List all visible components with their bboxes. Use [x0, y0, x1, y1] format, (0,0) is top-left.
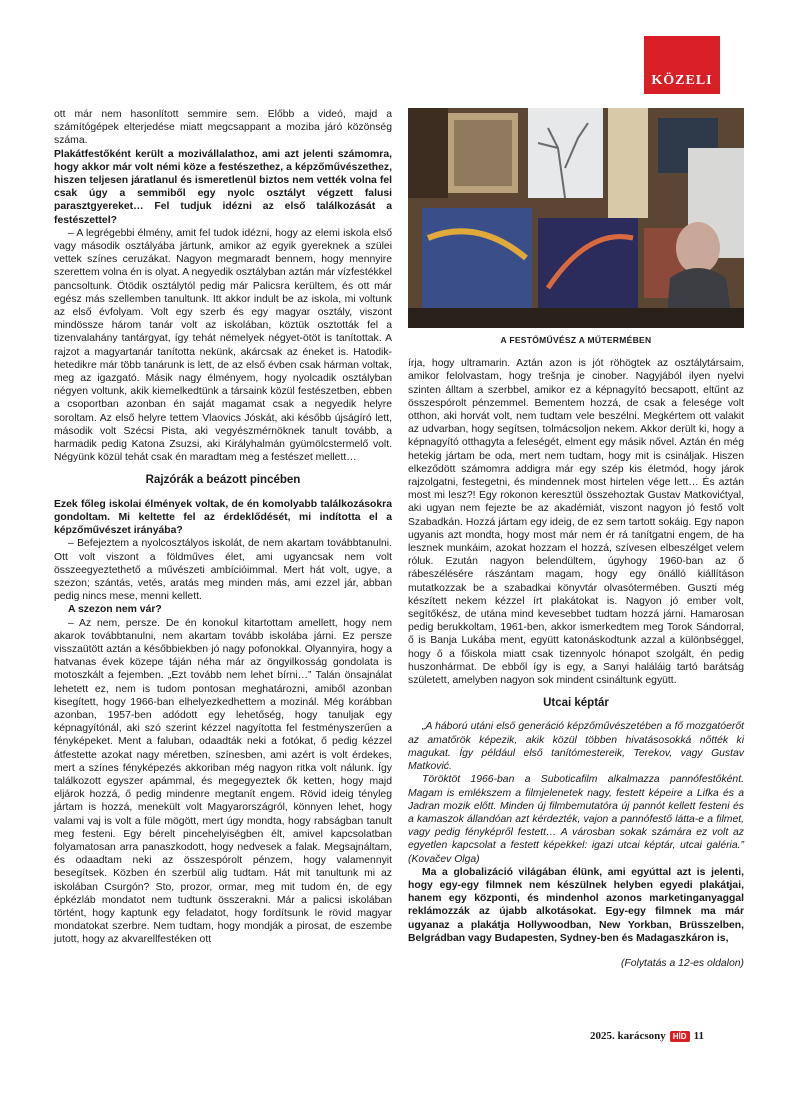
article-paragraph: „A háború utáni első generáció képzőművészetében a fő mozgatóerőt az amatőrök képezik, akik közül többen hivatásosokká nőtték ki magukat. Így például első tanítómestereik, Terekov, vagy Gustav Matković.: [408, 721, 744, 773]
right-top-paragraphs: [408, 357, 744, 687]
left-top-paragraphs: [54, 108, 392, 464]
subheading-left: Rajzórák a beázott pincében: [145, 474, 301, 487]
article-paragraph: Plakátfestőként került a mozivállalathoz, ami azt jelenti számomra, hogy akkor már volt némi köze a festészethez, a képzőművészethez, hiszen teljesen járatlanul és ismeretlenül biztos nem vették volna fel csak úgy a semmiből egy nyolc osztályt végzett falusi parasztgyereket… Fel tudjuk idézni az első találkozását a festészettel?: [54, 148, 392, 226]
magazine-logo: HÍD: [670, 1031, 690, 1042]
left-column: [54, 108, 392, 947]
article-paragraph: Ma a globalizáció világában élünk, ami egyúttal azt is jelenti, hogy egy-egy filmnek nem készülnek helyben egyedi plakátjai, hanem egy központi, és mindenhol azonos marketinganyaggal reklámozzák az újabb alkotásokat. Egy-egy filmnek ma már ugyanaz a plakátja Hollywoodban, New Yorkban, Brüsszelben, Belgrádban vagy Budapesten, Sydney-ben és Madagaszkáron is,: [408, 866, 744, 944]
article-paragraph: Töröktöt 1966-ban a Suboticafilm alkalmazza pannófestőként. Magam is emlékszem a filmjelenetek nagy, festett képeire a Lifka és a Jadran mozik előtt. Minden új filmbemutatóra új pannót kellett festeni és a kamaszok állandóan azt kérdezték, vajon a pannófestő látta-e a filmet, vagy pedig fényképről festett… A városban sokak számára ez volt az egyetlen kapcsolat a festett képekkel: igazi utcai képtár, utcai galéria.” (Kovačev Olga): [408, 774, 744, 865]
article-paragraph: – Az nem, persze. De én konokul kitartottam amellett, hogy nem akarok továbbtanulni, nem akartam tovább iskolába járni. Ez persze visszaütött aztán a későbbiekben jó nagy pofonokkal. Olyannyira, hogy a hatvanas évek közepe táján néha már az öngyilkosság gondolata is motoszkált a fejemben. „Ezt tovább nem lehet bírni…” Talán önsajnálat lehetett ez, nem is tudom pontosan meghatározni, amiből azonban kisegített, hogy 1966-ban elhelyezkedhettem a mozinál. Még korábban azonban, 1957-ben adódott egy lehetőség, hogy tanuljak egy képnagyítónál, aki szó szerint kézzel nagyította fel festményszerűen a fényképeket. Ment a faluban, odaadták neki a fotókat, ő pedig kézzel átfestette azokat nagy méretben, színesben, ami azért is volt érdekes, mert a színes fényképezés akkoriban még nagyon ritka volt nálunk. Így találkozott egyszer apámmal, és megegyeztek ők ketten, hogy majd eljárok hozzá, ő pedig mindenre megtanít engem. Rövid ideig tényleg jártam is hozzá, menekült volt Magyarországról, könnyen lehet, hogy valami vaj is volt a füle mögött, mert úgy mondta, hogy rabságban tanult meg festeni. Egy bérelt pincehelyiségben élt, amivel kapcsolatban folyamatosan arra panaszkodott, hogy nedvesek a falak. Megsajnáltam, és odaadtam neki az összespórolt pénzem, hogy valamennyit besegítsek. Közben én szerbül alig tudtam. Hát mit tanultunk mi az iskolában Csurgón? Sto, prozor, ormar, meg mit tudom én, de egy épkézláb mondatot nem tudtunk összerakni. Már a palicsi iskolában történt, hogy kaptunk egy feladatot, hogy fordítsunk le rövid magyar mondatokat szerbre. Nem tudtam, hogy mondják a pirosat, de eszembe jutott, hogy az akvarellfestéken ott: [54, 617, 392, 946]
page-number: 11: [693, 1030, 704, 1042]
article-paragraph: A szezon nem vár?: [68, 604, 162, 616]
article-paragraph: Ezek főleg iskolai élmények voltak, de én komolyabb találkozásokra gondoltam. Mi keltette fel az érdeklődését, mi indította el a képzőművészet irányába?: [54, 498, 392, 537]
studio-photo: [408, 108, 744, 328]
right-column: [408, 108, 744, 970]
right-bottom-paragraphs: [408, 720, 744, 944]
article-paragraph: írja, hogy ultramarin. Aztán azon is jót röhögtek az osztálytársaim, amikor felolvastam, hogy trešnja je cinober. Nagyjából ilyen nyelvi szinten álltam a szerbbel, amikor ez a képnagyító becsapott, eltűnt az összespórolt pénzemmel. Bementem hozzá, de csak a felesége volt otthon, aki horvát volt, nem tudtam vele beszélni. Megkértem ott valakit az udvarban, hogy segítsen, tolmácsoljon nekem. Akkor derült ki, hogy a képnagyító otthagyta a feleségét, elment egy másik nővel. Aztán én még hetekig jártam be oda, mert nem tudtam, hogy mit is csináljak. Hiszen elkeződött számomra addigra már egy szép kis életmód, hogy járok rajzolgatni, festegetni, és mindennek most hirtelen vége lett… És aztán most mi lesz?! Egy rokonon keresztül összehoztak Gustav Matkovićtyal, aki ugyan nem fejezte be az akadémiát, viszont nagyon jó festő volt Szabadkán. Hozzá jártam egy ideig, de ez sem tartott sokáig. Egy napon ugyanis azt mondta, hogy most már nem ér rá tanítgatni engem, de ha lesznek munkáim, azokat hozzam el hozzá, szívesen elbeszélget velem róluk. Ezután nagyon belendültem, úgyhogy 1960-ban az ő rábeszélésére rászántam magam, hogy egy önálló kiállításon mutatkozzak be a szabadkai könyvtár olvasótermében. Guszti még készített nekem kézzel írt plakátokat is. Nagyon jó ember volt, segítőkész, de utána mind kevesebbet tudtam hozzá járni. Hamarosan pedig berukkoltam, 1961-ben, akkor ismerkedtem meg Torok Sándorral, ő is Banja Lukába ment, együtt katonáskodtunk azzal a különbséggel, hogy ő a főiskola miatt csak tizennyolc hónapot szolgált, én pedig huszonhármat. De ebből így is egy, a Sanyi haláláig tartó barátság született, amelyben nagyon sok mindent csináltunk együtt.: [408, 358, 744, 687]
section-tab: [644, 36, 720, 94]
issue-date: 2025. karácsony: [590, 1030, 666, 1042]
continued-note: (Folytatás a 12-es oldalon): [620, 957, 744, 969]
studio-photo-image: [408, 108, 744, 328]
subheading-right: Utcai képtár: [543, 697, 609, 710]
photo-caption: A FESTŐMŰVÉSZ A MŰTERMÉBEN: [500, 335, 652, 345]
page-footer: [590, 1030, 750, 1042]
section-tab-label: KÖZELI: [651, 73, 713, 88]
article-paragraph: ott már nem hasonlított semmire sem. Előbb a videó, majd a számítógépek elterjedése miatt megcsappant a moziba járó közönség száma.: [54, 109, 392, 147]
article-paragraph: – Befejeztem a nyolcosztályos iskolát, de nem akartam továbbtanulni. Ott volt viszont a földműves élet, ami ugyancsak nem volt összeegyeztethető a művészeti ambícióimmal. Mert hát volt, ugye, a szezon; szántás, vetés, aratás meg minden más, ami ezzel jár, abban pedig nincs mese, menni kellett.: [54, 538, 392, 603]
left-bottom-paragraphs: [54, 498, 392, 947]
article-paragraph: – A legrégebbi élmény, amit fel tudok idézni, hogy az elemi iskola első vagy második osztályába jártunk, amikor az egyik gyereknek a szülei vettek színes ceruzákat. Nagyon megmaradt bennem, hogy mennyire szerettem volna én is olyat. A negyedik osztályban aztán már vízfestékkel pancsoltunk. Ötödik osztálytól pedig már Palicsra kerültem, és ott már egész más szellemben tanultunk. Itt akkor indult be az iskola, mi voltunk az első évfolyam. Volt egy szerb és egy magyar osztály, viszont mindössze három tanár volt az iskolában, köztük osztották fel a tizenvalahány tantárgyat, így tehát némelyek négyet-ötöt is tanítottak. A rajzot a magyartanár tanította nekünk, akárcsak az éneket is. Hatodik-hetedikre már több tanárunk is lett, de az első évben csak hárman voltak, meg az igazgató. Másik nagy élményem, hogy nyolcadik osztályban négyen voltunk, akik kiemelkedtünk a társaink közül festészetben, ebben a csoportban azonban én saját magamat csak a negyedik helyre soroltam. Az első helyre tettem Vlaovics Jóskát, aki később újságíró lett, második volt Szécsi Pista, aki vegyészmérnöknek tanult tovább, a harmadik pedig Katona Zsuzsi, aki Királyhalmán gyümölcstermelő volt. Négyünk közül tehát csak én maradtam meg a festészet mellett…: [54, 227, 392, 464]
